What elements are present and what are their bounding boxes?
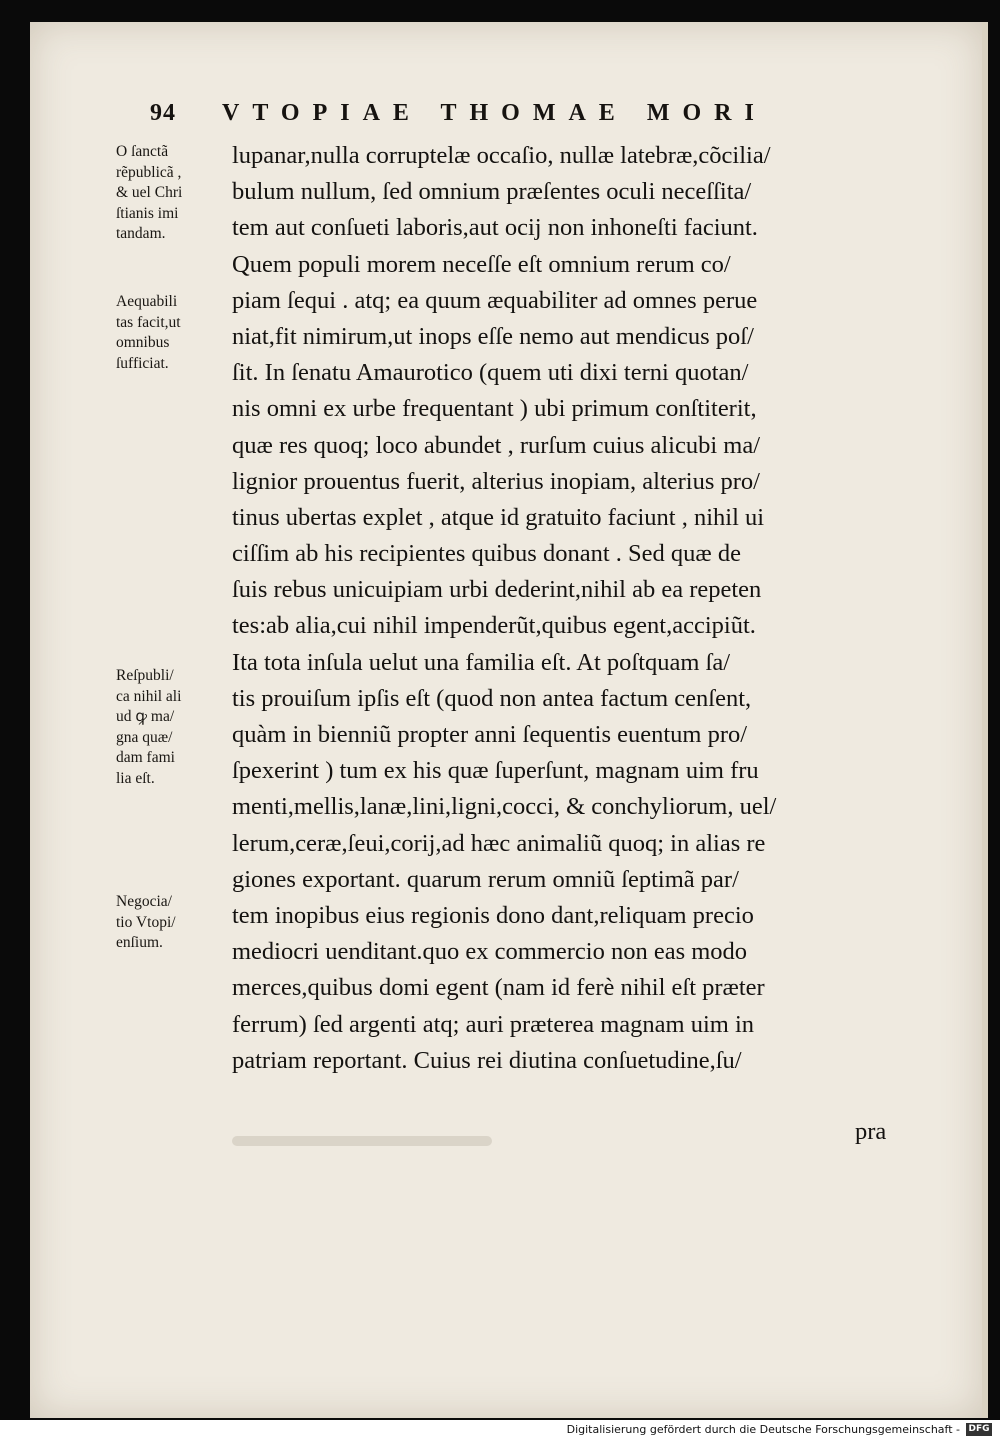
side-note-line: Aequabili <box>116 293 178 310</box>
text-line: tem inopibus eius regionis dono dant,reliquam precio <box>232 901 754 929</box>
text-line: Ita tota inſula uelut una familia eſt. At poſtquam ſa/ <box>232 648 731 676</box>
side-note-sancta-respublica <box>116 142 238 245</box>
text-line: piam ſequi . atq; ea quum æquabiliter ad omnes perue <box>232 286 758 314</box>
text-line: lupanar,nulla corruptelæ occaſio, nullæ latebræ,cõcilia/ <box>232 142 771 169</box>
text-line: tis prouiſum ipſis eſt (quod non antea factum cenſent, <box>232 684 752 712</box>
side-note-respublica-familia <box>116 666 238 789</box>
text-line: niat,fit nimirum,ut inops eſſe nemo aut mendicus poſ/ <box>232 322 754 350</box>
side-note-aequabilitas <box>116 292 238 374</box>
side-note-line: rẽpublicã , <box>116 163 182 181</box>
funding-notice: Digitalisierung gefördert durch die Deutsche Forschungsgemeinschaft - <box>566 1423 960 1436</box>
text-line: ſuis rebus unicuipiam urbi dederint,nihil ab ea repeten <box>232 576 762 604</box>
side-note-line: ca nihil ali <box>116 687 182 705</box>
side-note-line: & uel Chri <box>116 184 183 201</box>
side-note-line: tas facit,ut <box>116 313 181 331</box>
side-note-line: Negocia/ <box>116 893 172 910</box>
text-line: ciſſim ab his recipientes quibus donant . Sed quæ de <box>232 540 741 568</box>
side-note-line: omnibus <box>116 334 170 351</box>
side-note-line: O ſanctã <box>116 143 169 160</box>
running-title: VTOPIAE THOMAE MORI <box>222 100 767 126</box>
side-note-negociatio <box>116 892 238 954</box>
text-line: tes:ab alia,cui nihil impenderũt,quibus egent,accipiũt. <box>232 612 756 640</box>
page-header <box>150 98 920 132</box>
text-line: mediocri uenditant.quo ex commercio non eas modo <box>232 938 748 966</box>
footer-bar <box>0 1420 1000 1440</box>
side-note-line: ſtianis imi <box>116 204 179 222</box>
text-line: lignior prouentus fuerit, alterius inopiam, alterius pro/ <box>232 467 760 495</box>
text-line: tem aut conſueti laboris,aut ocij non inhoneſti faciunt. <box>232 214 758 242</box>
side-note-line: ſufficiat. <box>116 354 169 372</box>
text-line: quæ res quoq; loco abundet , rurſum cuius alicubi ma/ <box>232 431 761 459</box>
text-line: Quem populi morem neceſſe eſt omnium rerum co/ <box>232 250 731 278</box>
dfg-logo-icon: DFG <box>966 1423 992 1436</box>
text-line: ſpexerint ) tum ex his quæ ſuperſunt, magnam uim fru <box>232 757 759 785</box>
text-line: ſit. In ſenatu Amaurotico (quem uti dixi terni quotan/ <box>232 359 749 387</box>
side-note-line: lia eſt. <box>116 769 155 787</box>
side-note-line: ud ꝙ ma/ <box>116 708 175 725</box>
side-note-line: tio Vtopi/ <box>116 913 176 931</box>
folio-number: 94 <box>150 100 176 126</box>
main-text-block <box>232 138 922 1079</box>
ink-smudge <box>232 1136 492 1146</box>
catchword: pra <box>855 1118 887 1145</box>
text-line: bulum nullum, ſed omnium præſentes oculi neceſſita/ <box>232 178 752 206</box>
text-line: quàm in bienniũ propter anni ſequentis euentum pro/ <box>232 721 748 748</box>
text-line: nis omni ex urbe frequentant ) ubi primum conſtiterit, <box>232 395 757 423</box>
text-line: lerum,ceræ,ſeui,corij,ad hæc animaliũ quoq; in alias re <box>232 829 766 857</box>
page-edge <box>982 22 988 1418</box>
text-line: ferrum) ſed argenti atq; auri præterea magnam uim in <box>232 1010 755 1038</box>
side-note-line: enſium. <box>116 934 163 951</box>
side-note-line: dam fami <box>116 749 175 766</box>
side-note-line: Reſpubli/ <box>116 667 174 684</box>
side-note-line: gna quæ/ <box>116 728 173 746</box>
text-line: menti,mellis,lanæ,lini,ligni,cocci, & conchyliorum, uel/ <box>232 793 777 821</box>
text-line: merces,quibus domi egent (nam id ferè nihil eſt præter <box>232 974 765 1002</box>
text-line: giones exportant. quarum rerum omniũ ſeptimã par/ <box>232 865 739 893</box>
side-note-line: tandam. <box>116 225 166 242</box>
text-line: patriam reportant. Cuius rei diutina conſuetudine,ſu/ <box>232 1046 742 1074</box>
text-line: tinus ubertas explet , atque id gratuito faciunt , nihil ui <box>232 503 765 531</box>
